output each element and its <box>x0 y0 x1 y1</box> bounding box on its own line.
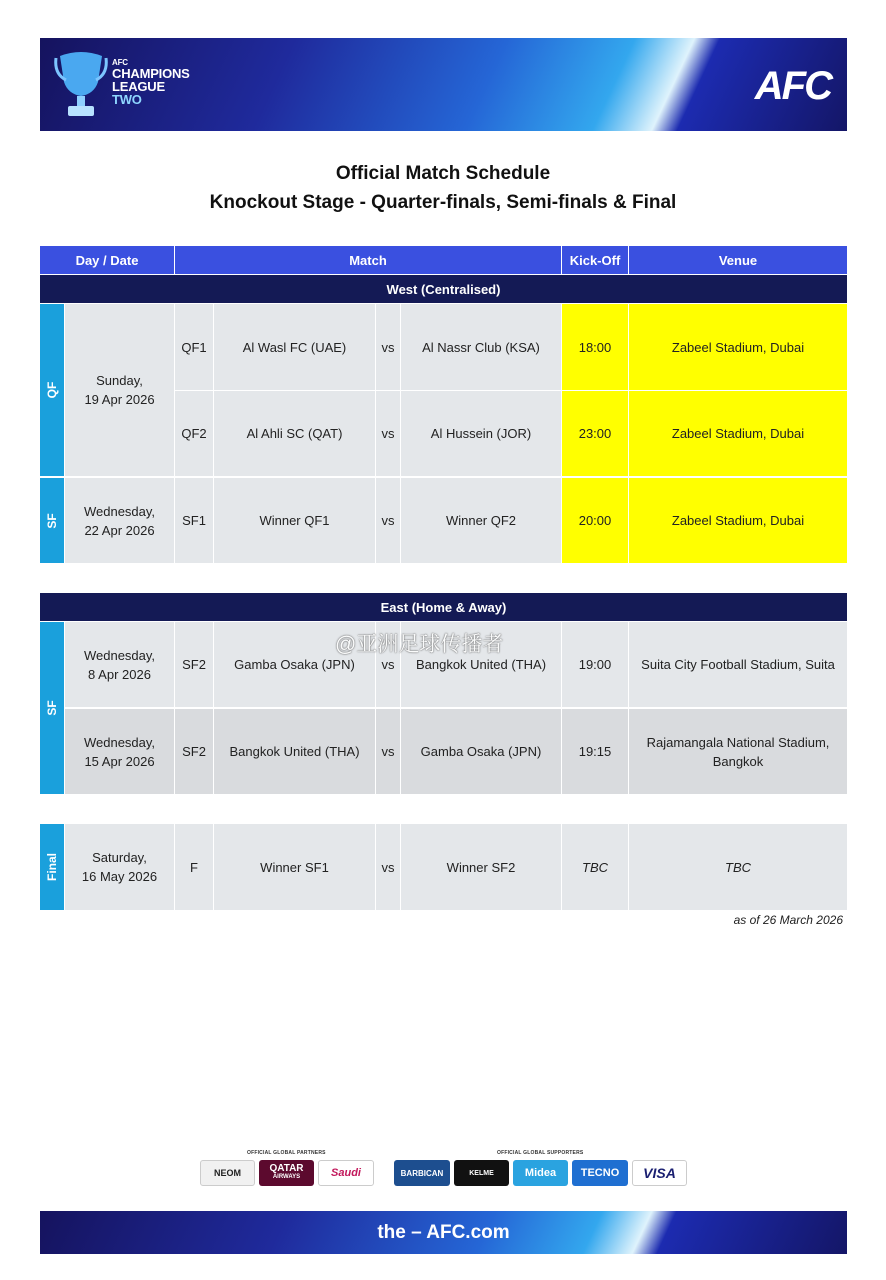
sponsor-qatar-airways: QATAR AIRWAYS <box>259 1160 314 1186</box>
kickoff-time: TBC <box>562 824 628 910</box>
match-code: SF2 <box>175 622 213 707</box>
venue: Zabeel Stadium, Dubai <box>629 391 847 476</box>
sponsor-kelme: KELME <box>454 1160 509 1186</box>
kickoff-time: 18:00 <box>562 304 628 390</box>
match-code: SF2 <box>175 709 213 794</box>
column-header-kickoff: Kick-Off <box>562 246 628 274</box>
kickoff-time: 19:00 <box>562 622 628 707</box>
partners-label: OFFICIAL GLOBAL PARTNERS <box>247 1150 326 1156</box>
as-of-date: as of 26 March 2026 <box>733 913 843 927</box>
column-header-venue: Venue <box>629 246 847 274</box>
match-code: QF2 <box>175 391 213 476</box>
match-code: SF1 <box>175 478 213 563</box>
vs-label: vs <box>376 304 400 390</box>
kickoff-time: 20:00 <box>562 478 628 563</box>
vs-label: vs <box>376 709 400 794</box>
match-code: F <box>175 824 213 910</box>
home-team: Gamba Osaka (JPN) <box>214 622 375 707</box>
header-banner <box>40 38 847 131</box>
page-title: Official Match Schedule <box>335 163 551 184</box>
home-team: Al Wasl FC (UAE) <box>214 304 375 390</box>
away-team: Bangkok United (THA) <box>401 622 561 707</box>
stage-label-sf: SF <box>40 622 64 794</box>
vs-label: vs <box>376 622 400 707</box>
home-team: Winner QF1 <box>214 478 375 563</box>
away-team: Winner QF2 <box>401 478 561 563</box>
date-cell: Wednesday, 15 Apr 2026 <box>65 709 174 794</box>
column-header-match: Match <box>175 246 561 274</box>
sponsor-saudi: Saudi <box>318 1160 374 1186</box>
sponsor-midea: Midea <box>513 1160 568 1186</box>
page-subtitle: Knockout Stage - Quarter-finals, Semi-finals & Final <box>209 192 677 213</box>
sponsor-neom: NEOM <box>200 1160 255 1186</box>
date-cell: Wednesday, 22 Apr 2026 <box>65 478 174 563</box>
date-cell: Sunday, 19 Apr 2026 <box>65 304 174 476</box>
date-cell: Saturday, 16 May 2026 <box>65 824 174 910</box>
vs-label: vs <box>376 478 400 563</box>
kickoff-time: 23:00 <box>562 391 628 476</box>
acl-two-logo: AFC CHAMPIONS LEAGUE TWO <box>112 58 190 107</box>
stage-label-final: Final <box>40 824 64 910</box>
trophy-icon <box>54 48 108 120</box>
away-team: Al Hussein (JOR) <box>401 391 561 476</box>
stage-label-qf: QF <box>40 304 64 476</box>
home-team: Al Ahli SC (QAT) <box>214 391 375 476</box>
venue: Suita City Football Stadium, Suita <box>629 622 847 707</box>
date-cell: Wednesday, 8 Apr 2026 <box>65 622 174 707</box>
away-team: Winner SF2 <box>401 824 561 910</box>
watermark: @亚洲足球传播者 <box>335 633 504 656</box>
section-east: East (Home & Away) <box>40 593 847 621</box>
sponsor-visa: VISA <box>632 1160 687 1186</box>
kickoff-time: 19:15 <box>562 709 628 794</box>
away-team: Gamba Osaka (JPN) <box>401 709 561 794</box>
footer-url[interactable]: the – AFC.com <box>377 1221 510 1243</box>
vs-label: vs <box>376 391 400 476</box>
afc-logo: AFC <box>754 64 831 108</box>
away-team: Al Nassr Club (KSA) <box>401 304 561 390</box>
sponsor-barbican: BARBICAN <box>394 1160 450 1186</box>
home-team: Bangkok United (THA) <box>214 709 375 794</box>
column-header-date: Day / Date <box>40 246 174 274</box>
home-team: Winner SF1 <box>214 824 375 910</box>
stage-label-sf: SF <box>40 478 64 563</box>
venue: Zabeel Stadium, Dubai <box>629 478 847 563</box>
sponsor-tecno: TECNO <box>572 1160 628 1186</box>
vs-label: vs <box>376 824 400 910</box>
venue: TBC <box>629 824 847 910</box>
venue: Rajamangala National Stadium, Bangkok <box>629 709 847 794</box>
match-code: QF1 <box>175 304 213 390</box>
footer-banner <box>40 1211 847 1254</box>
section-west: West (Centralised) <box>40 275 847 303</box>
supporters-label: OFFICIAL GLOBAL SUPPORTERS <box>497 1150 584 1156</box>
venue: Zabeel Stadium, Dubai <box>629 304 847 390</box>
